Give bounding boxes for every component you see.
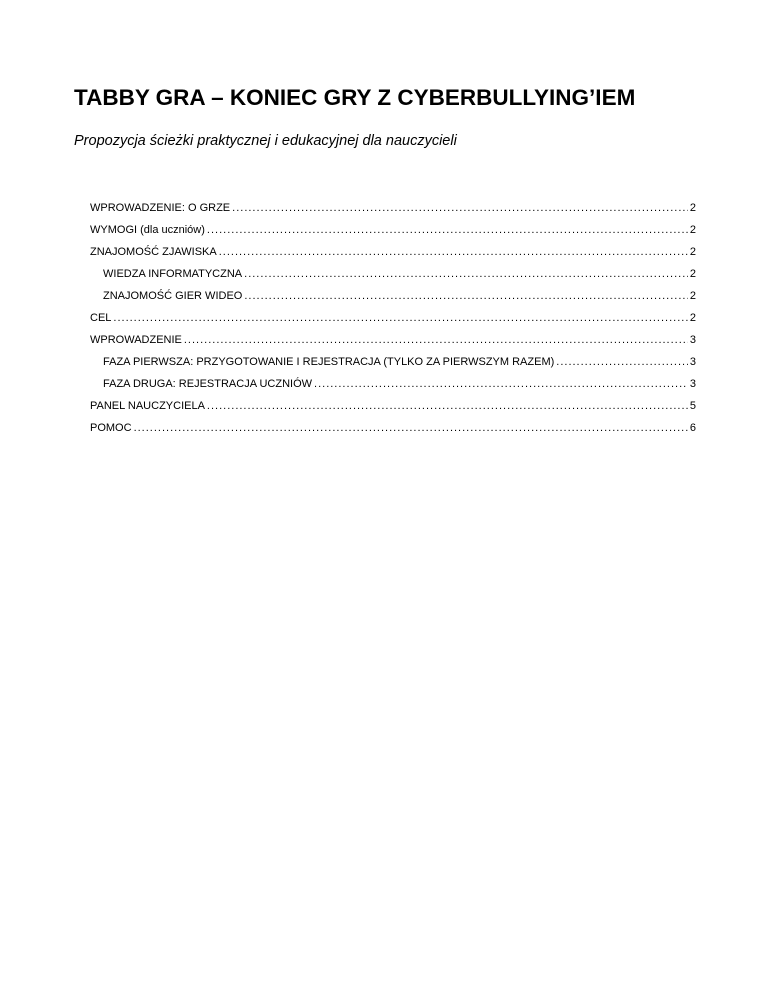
toc-page-number: 6	[689, 422, 696, 434]
toc-dot-leader	[207, 398, 688, 414]
toc-entry-label: ZNAJOMOŚĆ GIER WIDEO	[103, 290, 243, 302]
toc-dot-leader	[314, 376, 688, 392]
toc-page-number: 3	[689, 378, 696, 390]
toc-entry-faza-pierwsza[interactable]	[103, 354, 696, 370]
toc-entry-wiedza-informatyczna[interactable]	[103, 266, 696, 282]
toc-dot-leader	[207, 222, 688, 238]
toc-entry-label: FAZA DRUGA: REJESTRACJA UCZNIÓW	[103, 378, 313, 390]
toc-entry-wprowadzenie-o-grze[interactable]	[90, 200, 696, 216]
toc-dot-leader	[244, 288, 688, 304]
toc-entry-label: ZNAJOMOŚĆ ZJAWISKA	[90, 246, 217, 258]
toc-entry-label: WPROWADZENIE	[90, 334, 182, 346]
toc-page-number: 3	[689, 356, 696, 368]
toc-dot-leader	[219, 244, 688, 260]
document-title: TABBY GRA – KONIEC GRY Z CYBERBULLYING’IEM	[74, 85, 636, 110]
toc-entry-label: FAZA PIERWSZA: PRZYGOTOWANIE I REJESTRACJA (TYLKO ZA PIERWSZYM RAZEM)	[103, 356, 555, 368]
toc-dot-leader	[113, 310, 687, 326]
toc-entry-label: PANEL NAUCZYCIELA	[90, 400, 205, 412]
toc-page-number: 2	[689, 268, 696, 280]
toc-dot-leader	[134, 420, 688, 436]
toc-entry-panel-nauczyciela[interactable]	[90, 398, 696, 414]
toc-dot-leader	[184, 332, 688, 348]
toc-entry-pomoc[interactable]	[90, 420, 696, 436]
toc-page-number: 2	[689, 202, 696, 214]
toc-page-number: 3	[689, 334, 696, 346]
toc-entry-faza-druga[interactable]	[103, 376, 696, 392]
toc-dot-leader	[244, 266, 688, 282]
toc-entry-znajomosc-gier-wideo[interactable]	[103, 288, 696, 304]
toc-page-number: 2	[689, 290, 696, 302]
toc-entry-label: WIEDZA INFORMATYCZNA	[103, 268, 243, 280]
toc-page-number: 5	[689, 400, 696, 412]
toc-dot-leader	[232, 200, 688, 216]
toc-dot-leader	[556, 354, 688, 370]
toc-page-number: 2	[689, 224, 696, 236]
document-subtitle: Propozycja ścieżki praktycznej i edukacyjnej dla nauczycieli	[74, 133, 457, 149]
toc-entry-znajomosc-zjawiska[interactable]	[90, 244, 696, 260]
toc-entry-wymogi[interactable]	[90, 222, 696, 238]
toc-entry-label: POMOC	[90, 422, 132, 434]
toc-entry-label: WYMOGI (dla uczniów)	[90, 224, 205, 236]
toc-entry-cel[interactable]	[90, 310, 696, 326]
toc-page-number: 2	[689, 312, 696, 324]
toc-entry-wprowadzenie[interactable]	[90, 332, 696, 348]
toc-entry-label: WPROWADZENIE: O GRZE	[90, 202, 231, 214]
toc-page-number: 2	[689, 246, 696, 258]
toc-entry-label: CEL	[90, 312, 112, 324]
